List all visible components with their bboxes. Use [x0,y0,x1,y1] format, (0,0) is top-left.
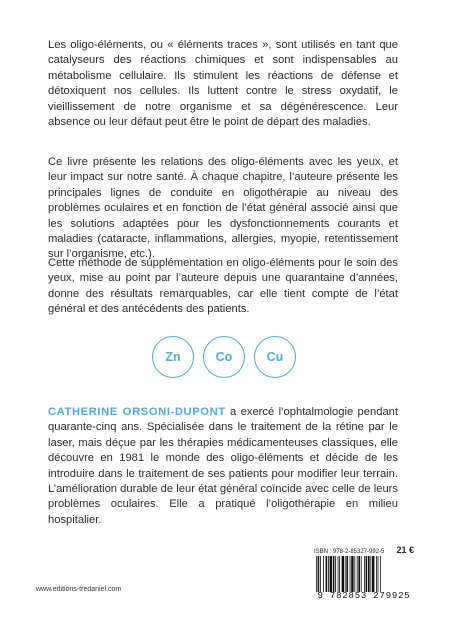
element-circle-zn: Zn [152,336,194,378]
isbn-text: ISBN : 978-2-85327-992-5 [314,549,385,555]
barcode-stripe [335,556,336,592]
barcode-stripe [333,556,335,592]
book-summary-paragraph: Ce livre présente les relations des oligo-éléments avec les yeux, et leur impact sur notre santé. À chaque chapitre, l’auteure présente les principales lignes de conduite en oligothérapie au niveau des problèmes oculaires et en fonction de l’état général associé ainsi que les solutions adaptées pour les dysfonctionnements courants et maladies (cataracte, inflammations, allergies, myopie, retentissement sur l’organisme, etc.). [48,156,398,261]
barcode-stripe [323,556,324,592]
author-name: CATHERINE ORSONI-DUPONT [48,406,226,418]
barcode-stripe [368,556,370,592]
barcode-stripe [366,556,368,592]
barcode-stripe [318,556,320,592]
barcode-stripe [330,556,332,592]
barcode-stripe [338,556,339,592]
barcode-stripe [361,556,362,592]
barcode-stripe [358,556,360,592]
barcode-digits: 9 782853 279925 [317,591,411,601]
barcode-stripe [378,556,379,592]
barcode-stripe [357,556,358,592]
trace-elements-row [0,336,450,396]
barcode-stripe [316,556,317,592]
barcode-stripe [328,556,329,592]
publisher-website: www.editions-tredaniel.com [36,586,122,593]
barcode-stripe [351,556,353,592]
barcode-stripe [350,556,351,592]
price-text: 21 € [396,545,414,555]
barcode-stripe [346,556,348,592]
barcode-stripe [370,556,371,592]
barcode-stripe [345,556,346,592]
barcode-stripe [342,556,344,592]
method-paragraph: Cette méthode de supplémentation en oligo-éléments pour le soin des yeux, mise au point par l’auteure depuis une quarantaine d’années, donne des résultats remarquables, car elle tient compte de l’état général et des antécédents des patients. [48,257,398,316]
intro-paragraph: Les oligo-éléments, ou « éléments traces », sont utilisés en tant que catalyseurs des réactions chimiques et sont indispensables au métabolisme cellulaire. Ils stimulent les réactions de défense et détoxiquent nos cellules. Ils luttent contre le stress oxydatif, le vieillissement de notre organisme et sa dégénérescence. Leur absence ou leur défaut peut être le point de départ des maladies. [48,39,398,129]
barcode-block [314,545,414,603]
element-circle-co: Co [203,336,245,378]
element-circle-cu: Cu [254,336,296,378]
barcode-stripe [354,556,355,592]
barcode-stripe [320,556,321,592]
barcode-stripe [376,556,377,592]
barcode-stripe [364,556,365,592]
author-bio [48,405,398,528]
author-bio-text: a exercé l’ophtalmologie pendant quarante-cinq ans. Spécialisée dans le traitement de la rétine par le laser, mais déçue par les thérapies médicamenteuses classiques, elle découvre en 1981 le monde des oligo-éléments et décide de les introduire dans le traitement de ses patients pour modifier leur terrain. L’amélioration durable de leur état général coïncide avec celle de leurs problèmes oculaires. Elle a pratiqué l’oligothérapie en milieu hospitalier. [48,406,398,526]
barcode-stripe [380,556,381,592]
barcode-stripe [372,556,374,592]
barcode-bars [314,556,414,592]
barcode-stripe [326,556,328,592]
barcode-stripe [339,556,340,592]
